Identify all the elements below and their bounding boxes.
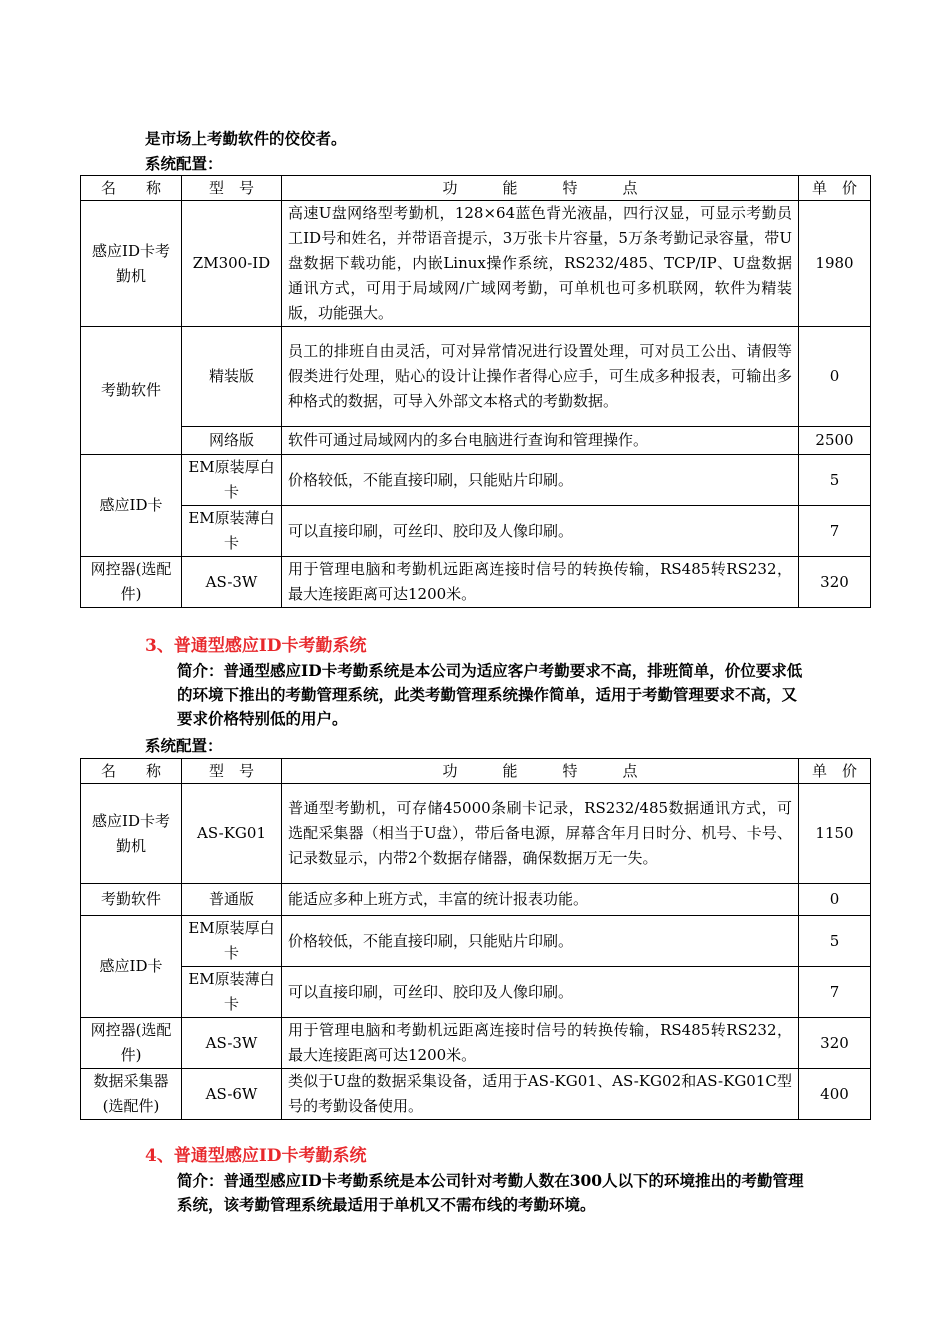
cell-price: 1150 (799, 784, 871, 884)
cell-price: 320 (799, 1018, 871, 1069)
cell-desc: 能适应多种上班方式，丰富的统计报表功能。 (282, 884, 799, 916)
cell-model: EM原装薄白卡 (182, 967, 282, 1018)
cell-model: AS-KG01 (182, 784, 282, 884)
cell-desc: 普通型考勤机，可存储45000条刷卡记录，RS232/485数据通讯方式，可选配采集器（相当于U盘），带后备电源，屏幕含年月日时分、机号、卡号、记录数显示，内带2个数据存储器，确保数据万无一失。 (282, 784, 799, 884)
table-row (81, 1018, 871, 1069)
cell-desc: 高速U盘网络型考勤机，128×64蓝色背光液晶，四行汉显，可显示考勤员工ID号和姓名，并带语音提示，3万张卡片容量，5万条考勤记录容量，带U盘数据下载功能，内嵌Linux操作系统，RS232/485、TCP/IP、U盘数据通讯方式，可用于局域网/广域网考勤，可单机也可多机联网，软件为精装版，功能强大。 (282, 201, 799, 327)
table-row (81, 967, 871, 1018)
cell-desc: 用于管理电脑和考勤机远距离连接时信号的转换传输，RS485转RS232，最大连接距离可达1200米。 (282, 1018, 799, 1069)
cell-name: 感应ID卡 (81, 916, 182, 1018)
section-4-title: 4、普通型感应ID卡考勤系统 (145, 1146, 367, 1166)
cell-price: 0 (799, 327, 871, 427)
cell-name: 感应ID卡考勤机 (81, 201, 182, 327)
cell-desc: 可以直接印刷，可丝印、胶印及人像印刷。 (282, 967, 799, 1018)
cell-model: EM原装厚白卡 (182, 916, 282, 967)
cell-desc: 类似于U盘的数据采集设备，适用于AS-KG01、AS-KG02和AS-KG01C型号的考勤设备使用。 (282, 1069, 799, 1120)
cell-model: EM原装薄白卡 (182, 506, 282, 557)
cell-price: 5 (799, 916, 871, 967)
cell-price: 1980 (799, 201, 871, 327)
cell-price: 2500 (799, 427, 871, 455)
cell-model: ZM300-ID (182, 201, 282, 327)
header-price: 单 价 (799, 176, 871, 201)
cell-desc: 价格较低，不能直接印刷，只能贴片印刷。 (282, 916, 799, 967)
intro-line: 是市场上考勤软件的佼佼者。 (145, 129, 347, 148)
cell-name: 感应ID卡考勤机 (81, 784, 182, 884)
config-table-2 (80, 758, 871, 1120)
cell-model: 精装版 (182, 327, 282, 427)
table-header-row (81, 176, 871, 201)
cell-name: 考勤软件 (81, 884, 182, 916)
table-row (81, 201, 871, 327)
header-features: 功 能 特 点 (282, 176, 799, 201)
header-model: 型 号 (182, 176, 282, 201)
cell-model: AS-6W (182, 1069, 282, 1120)
header-name: 名 称 (81, 176, 182, 201)
cell-desc: 价格较低，不能直接印刷，只能贴片印刷。 (282, 455, 799, 506)
table-header-row (81, 759, 871, 784)
section-3-intro: 简介：普通型感应ID卡考勤系统是本公司为适应客户考勤要求不高，排班简单，价位要求低的环境下推出的考勤管理系统，此类考勤管理系统操作简单，适用于考勤管理要求不高，又要求价格特别低的用户。 (177, 661, 803, 728)
cell-desc: 用于管理电脑和考勤机远距离连接时信号的转换传输，RS485转RS232，最大连接距离可达1200米。 (282, 557, 799, 608)
table-row (81, 916, 871, 967)
table-row (81, 784, 871, 884)
cell-model: 普通版 (182, 884, 282, 916)
cell-name: 网控器(选配件) (81, 1018, 182, 1069)
cell-desc: 可以直接印刷，可丝印、胶印及人像印刷。 (282, 506, 799, 557)
header-features: 功 能 特 点 (282, 759, 799, 784)
table-row (81, 506, 871, 557)
table-row (81, 327, 871, 427)
cell-price: 5 (799, 455, 871, 506)
cell-model: AS-3W (182, 557, 282, 608)
header-price: 单 价 (799, 759, 871, 784)
header-name: 名 称 (81, 759, 182, 784)
cell-price: 400 (799, 1069, 871, 1120)
table-row (81, 557, 871, 608)
cell-desc: 员工的排班自由灵活，可对异常情况进行设置处理，可对员工公出、请假等假类进行处理，贴心的设计让操作者得心应手，可生成多种报表，可输出多种格式的数据，可导入外部文本格式的考勤数据。 (282, 327, 799, 427)
table-row (81, 1069, 871, 1120)
header-model: 型 号 (182, 759, 282, 784)
section-4-intro: 简介：普通型感应ID卡考勤系统是本公司针对考勤人数在300人以下的环境推出的考勤管理系统，该考勤管理系统最适用于单机又不需布线的考勤环境。 (177, 1171, 804, 1214)
cell-model: 网络版 (182, 427, 282, 455)
cell-price: 320 (799, 557, 871, 608)
section-3-title: 3、普通型感应ID卡考勤系统 (145, 636, 367, 656)
config-table-1 (80, 175, 871, 608)
cell-model: EM原装厚白卡 (182, 455, 282, 506)
cell-price: 7 (799, 967, 871, 1018)
cell-desc: 软件可通过局域网内的多台电脑进行查询和管理操作。 (282, 427, 799, 455)
cell-name: 网控器(选配件) (81, 557, 182, 608)
cell-price: 0 (799, 884, 871, 916)
table-row (81, 884, 871, 916)
table-row (81, 455, 871, 506)
config-label-1: 系统配置： (145, 154, 223, 173)
config-label-2: 系统配置： (145, 736, 223, 755)
cell-name: 感应ID卡 (81, 455, 182, 557)
cell-name: 考勤软件 (81, 327, 182, 455)
table-row (81, 427, 871, 455)
cell-model: AS-3W (182, 1018, 282, 1069)
cell-name: 数据采集器(选配件) (81, 1069, 182, 1120)
cell-price: 7 (799, 506, 871, 557)
